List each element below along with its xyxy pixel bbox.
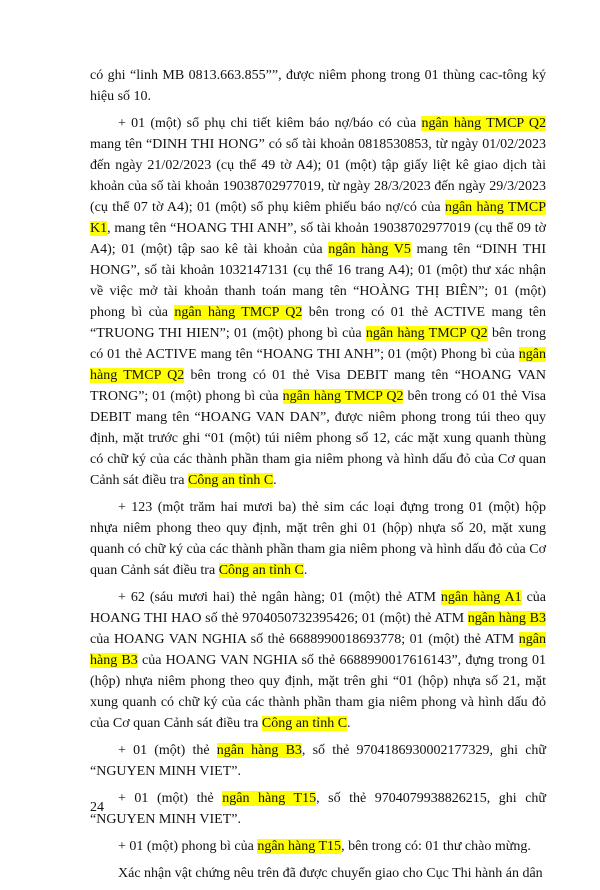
text-segment: của HOANG VAN NGHIA số thẻ 6688990017616143”, đựng trong 01 (hộp) nhựa niêm phong theo quy định, mặt trên ghi “01 (hộp) nhựa số 21, mặt xung quanh có chữ ký của các thành phần tham gia niêm phong và hình dấu đỏ của Cơ quan Cảnh sát điều tra	[90, 653, 546, 731]
text-segment: bên trong có 01 thẻ ACTIVE mang tên “HOANG THI ANH”; 01 (một) Phong bì của	[90, 326, 547, 362]
text-segment: Xác nhận vật chứng nêu trên đã được chuyển giao cho Cục Thi hành án dân	[118, 866, 543, 881]
highlighted-text: ngân hàng TMCP Q2	[90, 347, 546, 383]
text-segment: + 123 (một trăm hai mươi ba) thẻ sim các loại đựng trong 01 (một) hộp nhựa niêm phong theo quy định, mặt trên ghi 01 (hộp) nhựa số 20, mặt xung quanh có chữ ký của các thành phần tham gia niêm phong và hình dấu đỏ của Cơ quan Cảnh sát điều tra	[90, 500, 546, 578]
highlighted-text: Công an tỉnh C	[187, 473, 274, 488]
highlighted-text: ngân hàng TMCP Q2	[282, 389, 404, 404]
highlighted-text: ngân hàng T15	[257, 839, 342, 854]
text-segment: .	[303, 563, 308, 578]
text-segment: , số thẻ 9704079938826215, ghi chữ “NGUYEN MINH VIET”.	[90, 791, 547, 827]
highlighted-text: ngân hàng B3	[216, 743, 302, 758]
paragraph	[90, 113, 546, 491]
page-number: 24	[90, 800, 104, 815]
text-segment: của HOANG VAN NGHIA số thẻ 6688990018693778; 01 (một) thẻ ATM	[90, 632, 519, 647]
text-segment: , mang tên “HOANG THI ANH”, số tài khoản 19038702977019 (cụ thể 09 tờ A4); 01 (một) tập sao kê tài khoản của	[90, 221, 546, 257]
text-segment: .	[273, 473, 277, 488]
text-segment: mang tên “DINH THI HONG”, số tài khoản 1032147131 (cụ thể 16 trang A4); 01 (một) thư xác nhận về việc mở tài khoản thanh toán mang tên “HOÀNG THỊ BIÊN”; 01 (một) phong bì của	[90, 242, 546, 320]
text-segment: mang tên “DINH THI HONG” có số tài khoản 0818530853, từ ngày 01/02/2023 đến ngày 21/02/2023 (cụ thể 49 tờ A4); 01 (một) tập giấy liệt kê giao dịch tài khoản của số tài khoản 19038702977019, từ ngày 28/3/2023 đến ngày 29/3/2023 (cụ thể 07 tờ A4); 01 (một) sổ phụ kiêm phiếu báo nợ/có của	[90, 137, 546, 215]
paragraph	[90, 836, 546, 857]
text-segment: + 01 (một) phong bì của	[118, 839, 258, 854]
paragraph	[90, 65, 546, 107]
highlighted-text: Công an tỉnh C	[261, 716, 348, 731]
text-segment: .	[347, 716, 351, 731]
text-segment: của HOANG THI HAO số thẻ 9704050732395426; 01 (một) thẻ ATM	[90, 590, 546, 626]
paragraph	[90, 740, 546, 782]
text-segment: , bên trong có: 01 thư chào mừng.	[341, 839, 531, 854]
highlighted-text: ngân hàng TMCP Q2	[421, 116, 547, 131]
text-segment: bên trong có 01 thẻ Visa DEBIT mang tên “HOANG VAN TRONG”; 01 (một) phong bì của	[90, 368, 546, 404]
text-segment: + 62 (sáu mươi hai) thẻ ngân hàng; 01 (một) thẻ ATM	[118, 590, 441, 605]
highlighted-text: ngân hàng B3	[90, 632, 546, 668]
text-segment: bên trong có 01 thẻ Visa DEBIT mang tên “HOANG VAN DAN”, được niêm phong trong túi theo quy định, mặt trước ghi “01 (một) túi niêm phong số 12, các mặt xung quanh thùng có chữ ký của các thành phần tham gia niêm phong và hình dấu đỏ của Cơ quan Cảnh sát điều tra	[90, 389, 547, 488]
text-segment: bên trong có 01 thẻ ACTIVE mang tên “TRUONG THI HIEN”; 01 (một) phong bì của	[90, 305, 547, 341]
text-segment: + 01 (một) sổ phụ chi tiết kiêm báo nợ/báo có của	[118, 116, 422, 131]
paragraph	[90, 497, 546, 581]
highlighted-text: Công an tỉnh C	[218, 563, 304, 578]
paragraph	[90, 788, 546, 830]
highlighted-text: ngân hàng B3	[467, 611, 547, 626]
text-segment: + 01 (một) thẻ	[118, 743, 217, 758]
highlighted-text: ngân hàng TMCP Q2	[365, 326, 488, 341]
highlighted-text: ngân hàng V5	[328, 242, 411, 257]
document-body	[90, 65, 546, 890]
paragraph	[90, 587, 546, 734]
highlighted-text: ngân hàng T15	[222, 791, 317, 806]
highlighted-text: ngân hàng TMCP Q2	[174, 305, 303, 320]
paragraph	[90, 863, 546, 884]
highlighted-text: ngân hàng A1	[440, 590, 522, 605]
text-segment: có ghi “linh MB 0813.663.855””, được niêm phong trong 01 thùng cac-tông ký hiệu số 10.	[90, 68, 546, 104]
text-segment: , số thẻ 9704186930002177329, ghi chữ “NGUYEN MINH VIET”.	[90, 743, 547, 779]
highlighted-text: ngân hàng TMCP K1	[90, 200, 546, 236]
text-segment: + 01 (một) thẻ	[118, 791, 223, 806]
